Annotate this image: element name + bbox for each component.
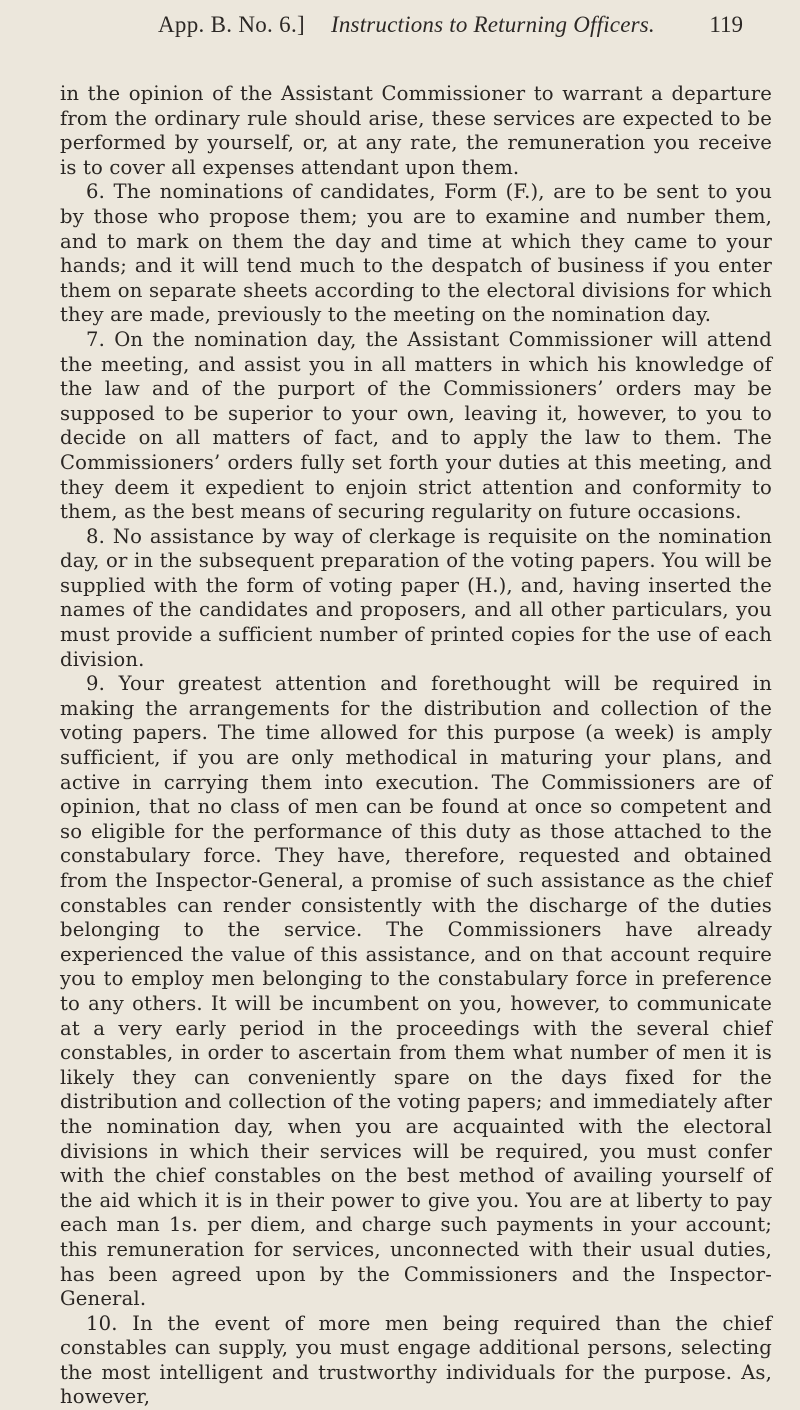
body-text	[60, 82, 772, 1410]
paragraph-9: 9. Your greatest attention and forethought will be required in making the arrangements for the distribution and collection of the voting papers. The time allowed for this purpose (a week) is amply sufficient, if you are only methodical in maturing your plans, and active in carrying them into execution. The Commissioners are of opinion, that no class of men can be found at once so competent and so eligible for the performance of this duty as those attached to the constabulary force. They have, therefore, requested and obtained from the Inspector-General, a promise of such assistance as the chief constables can render consistently with the discharge of the duties belonging to the service. The Commissioners have already experienced the value of this assistance, and on that account require you to employ men belonging to the constabulary force in preference to any others. It will be incumbent on you, however, to communicate at a very early period in the proceedings with the several chief constables, in order to ascertain from them what number of men it is likely they can conveniently spare on the days fixed for the distribution and collection of the voting papers; and immediately after the nomination day, when you are acquainted with the electoral divisions in which their services will be required, you must confer with the chief constables on the best method of availing yourself of the aid which it is in their power to give you. You are at liberty to pay each man 1s. per diem, and charge such payments in your account; this remuneration for services, unconnected with their usual duties, has been agreed upon by the Commissioners and the Inspector-General.	[60, 672, 772, 1311]
paragraph-7: 7. On the nomination day, the Assistant Commissioner will attend the meeting, and assist you in all matters in which his knowledge of the law and of the purport of the Commissioners’ orders may be supposed to be superior to your own, leaving it, however, to you to decide on all matters of fact, and to apply the law to them. The Commissioners’ orders fully set forth your duties at this meeting, and they deem it expedient to enjoin strict attention and conformity to them, as the best means of securing regularity on future occasions.	[60, 327, 772, 524]
paragraph-10: 10. In the event of more men being required than the chief constables can supply, you must engage additional persons, selecting the most intelligent and trustworthy individuals for the purpose. As, however,	[60, 1311, 772, 1409]
running-header	[158, 12, 743, 44]
paragraph-continuation: in the opinion of the Assistant Commissioner to warrant a departure from the ordinary rule should arise, these services are expected to be performed by yourself, or, at any rate, the remuneration you receive is to cover all expenses attendant upon them.	[60, 82, 772, 179]
paragraph-8: 8. No assistance by way of clerkage is requisite on the nomination day, or in the subsequent preparation of the voting papers. You will be supplied with the form of voting paper (H.), and, having inserted the names of the candidates and proposers, and all other particulars, you must provide a sufficient number of printed copies for the use of each division.	[60, 524, 772, 671]
page-number: 119	[709, 12, 743, 37]
header-section-title: Instructions to Returning Officers.	[330, 12, 655, 37]
header-appendix-reference: App. B. No. 6.]	[158, 12, 305, 37]
paragraph-6: 6. The nominations of candidates, Form (F.), are to be sent to you by those who propose them; you are to examine and number them, and to mark on them the day and time at which they came to your hands; and it will tend much to the despatch of business if you enter them on separate sheets according to the electoral divisions for which they are made, previously to the meeting on the nomination day.	[60, 180, 772, 327]
